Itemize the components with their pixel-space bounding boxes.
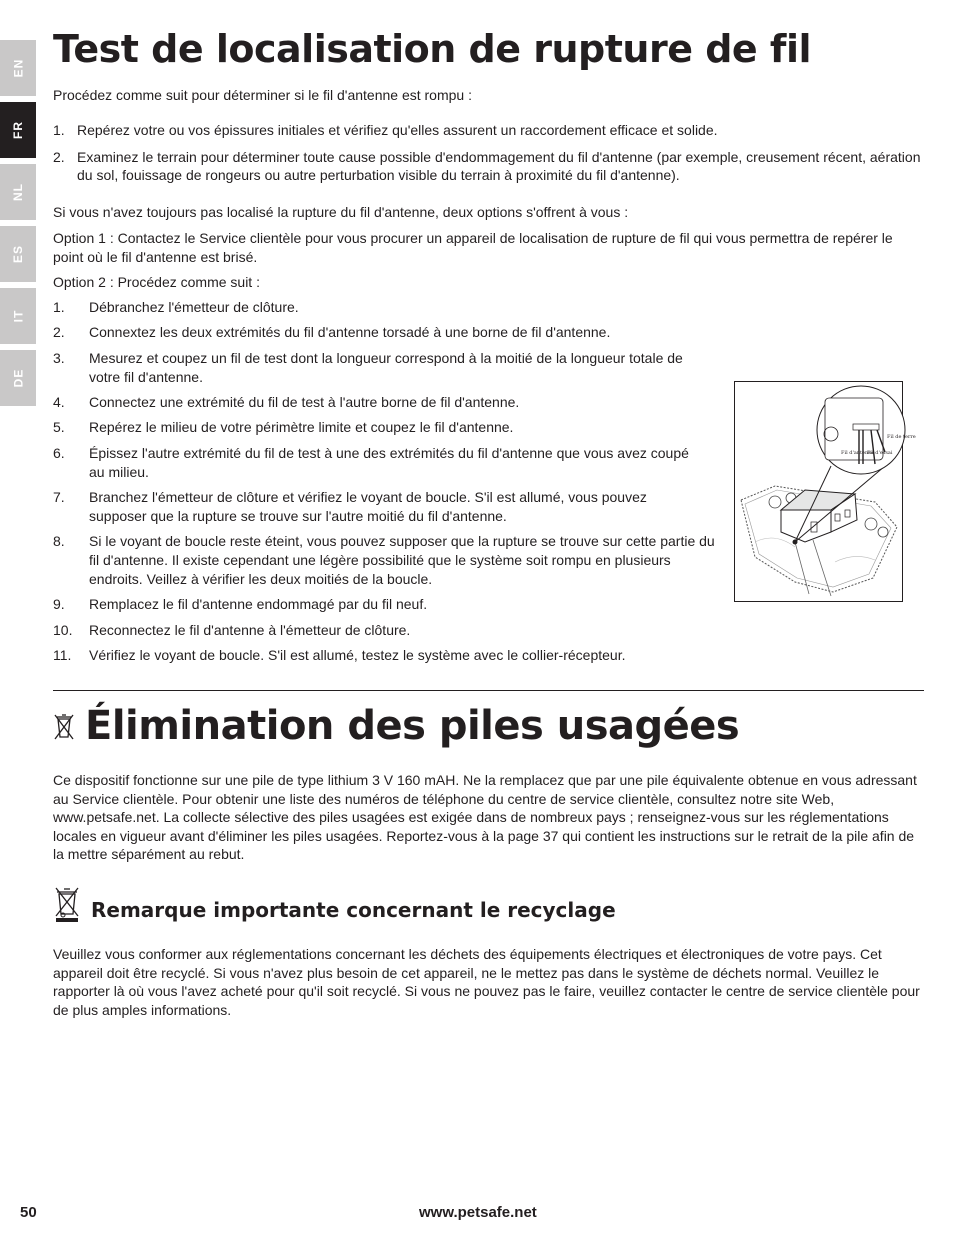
list-text: Si le voyant de boucle reste éteint, vous pouvez supposer que la rupture se trouve sur cette partie du fil d'antenne. Il existe cependant une légère possibilité que le système soit rompu en plusieurs endroits. Veillez à vérifier les deux moitiés de la boucle. [89, 533, 715, 587]
list-number: 7. [53, 488, 65, 505]
ground-wire-label: Fil de terre [887, 434, 916, 440]
list-text: Remplacez le fil d'antenne endommagé par du fil neuf. [89, 596, 428, 613]
list-item [53, 595, 733, 614]
list-item [53, 323, 733, 342]
page-number: 50 [20, 1204, 37, 1221]
list-text: Examinez le terrain pour déterminer toute cause possible d'endommagement du fil d'antenne (par exemple, creusement récent, aération du sol, fouissage de rongeurs ou autre perturbation visible du terrain à proximité du fil d'antenne). [77, 148, 921, 184]
yard-diagram-svg [735, 382, 916, 601]
section-title: Élimination des piles usagées [85, 703, 740, 749]
weee-bin-icon [53, 886, 81, 922]
lang-tab-label: IT [10, 309, 25, 323]
battery-disposal-text: Ce dispositif fonctionne sur une pile de type lithium 3 V 160 mAH. Ne la remplacez que par une pile équivalente obtenue en vous adressant au Service clientèle. Pour obtenir une liste des numéros de téléphone du centre de service clientèle, consultez notre site Web, www.petsafe.net. La collecte sélective des piles usagées est exigée dans de nombreux pays ; renseignez-vous sur les réglementations locales en vigueur avant d'éliminer les piles usagées. Reportez-vous à la page 37 qui contient les instructions sur le retrait de la pile afin de la mettre séparément au rebut. [53, 772, 917, 863]
list-item [53, 444, 733, 482]
list-text: Vérifiez le voyant de boucle. S'il est allumé, testez le système avec le collier-récepteur. [89, 646, 626, 663]
list-number: 5. [53, 419, 65, 436]
list-number: 8. [53, 533, 65, 550]
lang-tab-label: DE [10, 368, 25, 388]
lang-tab-fr[interactable] [0, 102, 36, 158]
list-text: Épissez l'autre extrémité du fil de test à une des extrémités du fil d'antenne que vous avez coupé au milieu. [89, 444, 689, 480]
list-number: 4. [53, 393, 65, 410]
section-wire-break-title [53, 27, 924, 71]
option-1-text: Option 1 : Contactez le Service clientèle pour vous procurer un appareil de localisation de rupture de fil qui vous permettra de repérer le point où le fil d'antenne est brisé. [53, 230, 893, 265]
list-number: 9. [53, 596, 65, 613]
list-number: 6. [53, 444, 65, 461]
lang-tab-en[interactable] [0, 40, 36, 96]
still-not-found-text: Si vous n'avez toujours pas localisé la rupture du fil d'antenne, deux options s'offrent à vous : [53, 204, 629, 220]
option-2-steps-list [53, 298, 733, 671]
lang-tab-it[interactable] [0, 288, 36, 344]
list-text: Repérez votre ou vos épissures initiales et vérifiez qu'elles assurent un raccordement efficace et solide. [77, 122, 718, 138]
option-2-text: Option 2 : Procédez comme suit : [53, 274, 260, 290]
list-text: Connectez une extrémité du fil de test à l'autre borne de fil d'antenne. [89, 393, 520, 410]
antenna-wire-label: Fil d'antenne [841, 450, 875, 456]
lang-tab-label: EN [10, 58, 25, 78]
list-item [53, 646, 733, 665]
list-item [53, 349, 733, 387]
list-number: 3. [53, 349, 65, 366]
list-text: Reconnectez le fil d'antenne à l'émetteur de clôture. [89, 621, 411, 638]
battery-disposal-heading [53, 703, 740, 749]
list-item [53, 121, 924, 140]
language-tabs [0, 40, 36, 412]
list-item [53, 418, 733, 437]
list-number: 10. [53, 621, 73, 638]
test-wire-label: Fil d'essai [867, 450, 893, 456]
list-number: 2. [53, 148, 65, 165]
list-text: Mesurez et coupez un fil de test dont la longueur correspond à la moitié de la longueur totale de votre fil d'antenne. [89, 349, 683, 385]
list-item [53, 488, 733, 526]
lang-tab-de[interactable] [0, 350, 36, 406]
lang-tab-label: FR [11, 121, 25, 139]
wire-break-illustration [734, 381, 916, 602]
crossed-out-bin-icon [53, 711, 75, 741]
list-text: Repérez le milieu de votre périmètre limite et coupez le fil d'antenne. [89, 419, 514, 436]
list-text: Branchez l'émetteur de clôture et vérifiez le voyant de boucle. S'il est allumé, vous pouvez supposer que la rupture se trouve sur l'autre moitié du fil d'antenne. [89, 488, 647, 524]
list-item [53, 393, 733, 412]
recycling-text: Veuillez vous conformer aux réglementations concernant les déchets des équipements électriques et électroniques de votre pays. Cet appareil doit être recyclé. Si vous n'avez plus besoin de cet appareil, ne le mettez pas dans le système de déchets normal. Veuillez le rapporter là où vous l'avez acheté pour qu'il soit recyclé. Si vous ne pouvez pas le faire, veuillez contacter le centre de service clientèle pour de plus amples informations. [53, 946, 920, 1018]
lang-tab-es[interactable] [0, 226, 36, 282]
list-item [53, 532, 733, 588]
list-item [53, 621, 733, 640]
section-subtitle: Remarque importante concernant le recyclage [91, 898, 616, 922]
list-text: Connextez les deux extrémités du fil d'antenne torsadé à une borne de fil d'antenne. [89, 324, 611, 341]
list-number: 2. [53, 324, 65, 341]
lang-tab-label: NL [11, 183, 25, 201]
list-text: Débranchez l'émetteur de clôture. [89, 299, 299, 315]
list-number: 1. [53, 299, 65, 315]
initial-steps-list [53, 121, 924, 193]
intro-text: Procédez comme suit pour déterminer si le fil d'antenne est rompu : [53, 87, 472, 103]
footer-url[interactable]: www.petsafe.net [419, 1204, 537, 1221]
list-number: 11. [53, 646, 72, 663]
list-number: 1. [53, 122, 65, 138]
list-item [53, 148, 924, 185]
lang-tab-nl[interactable] [0, 164, 36, 220]
page-title: Test de localisation de rupture de fil [53, 27, 811, 71]
lang-tab-label: ES [10, 244, 25, 264]
recycling-heading [53, 886, 616, 922]
section-divider [53, 690, 924, 691]
list-item [53, 298, 733, 317]
